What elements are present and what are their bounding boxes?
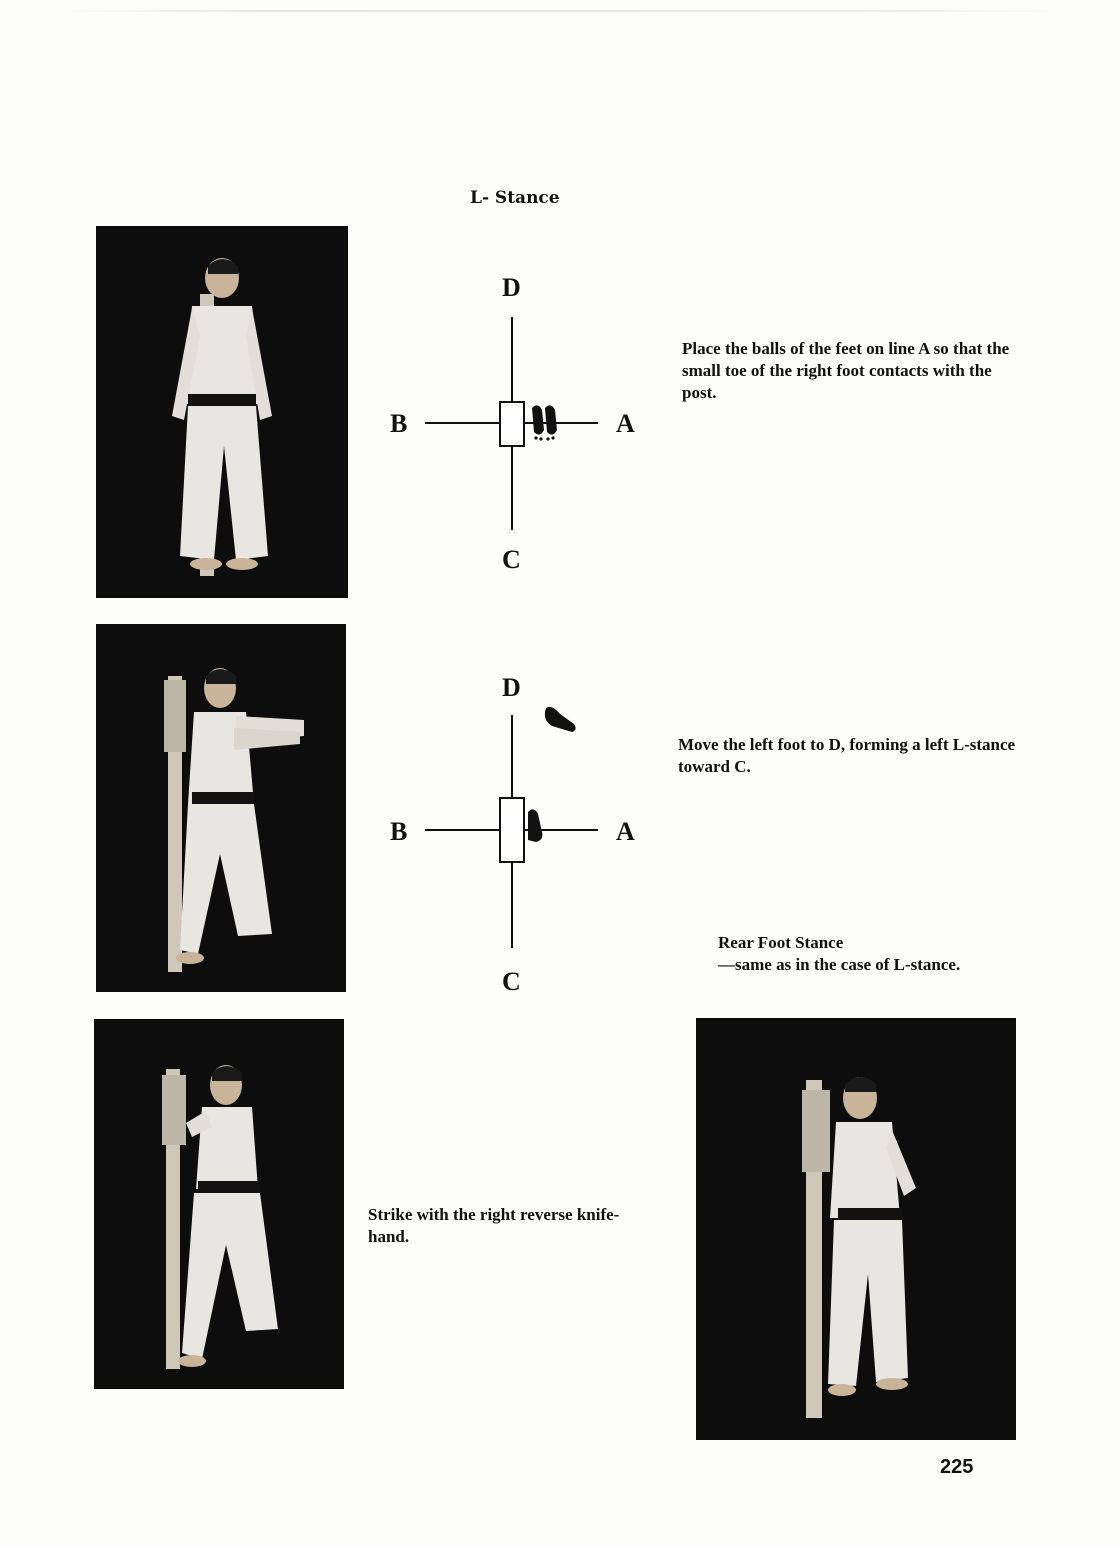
post-marker bbox=[500, 798, 524, 862]
photo-standing-ready bbox=[96, 226, 348, 598]
figure-l-stance bbox=[96, 624, 346, 992]
diagram-label-c: C bbox=[502, 545, 521, 574]
diagram-label-d: D bbox=[502, 673, 521, 702]
diagram-label-b: B bbox=[390, 817, 408, 846]
diagram-label-a: A bbox=[616, 409, 635, 438]
section-title: L- Stance bbox=[470, 188, 560, 208]
scan-edge-line bbox=[60, 10, 1060, 12]
photo-l-stance bbox=[96, 624, 346, 992]
right-foot-icon bbox=[528, 809, 542, 842]
left-foot-icon bbox=[545, 707, 576, 732]
foot-diagram-2 bbox=[380, 670, 650, 1000]
rear-foot-block bbox=[718, 932, 988, 976]
post-marker bbox=[500, 402, 524, 446]
rear-foot-caption: —same as in the case of L-stance. bbox=[718, 955, 961, 974]
diagram-label-b: B bbox=[390, 409, 408, 438]
diagram-label-d: D bbox=[502, 273, 521, 302]
diagram-label-a: A bbox=[616, 817, 635, 846]
step-1-caption: Place the balls of the feet on line A so that the small toe of the right foot contacts with the post. bbox=[682, 339, 1010, 402]
photo-rear-foot-stance bbox=[696, 1018, 1016, 1440]
rear-foot-title: Rear Foot Stance bbox=[718, 933, 844, 952]
figure-reverse-knife-hand bbox=[94, 1019, 344, 1389]
diagram-label-c: C bbox=[502, 967, 521, 996]
figure-standing bbox=[96, 226, 348, 598]
foot-diagram-1 bbox=[380, 262, 650, 582]
step-3-caption: Strike with the right reverse knife-hand. bbox=[368, 1205, 620, 1246]
photo-reverse-knife-hand bbox=[94, 1019, 344, 1389]
figure-rear-foot-stance bbox=[696, 1018, 1016, 1440]
page-number: 225 bbox=[940, 1456, 974, 1478]
step-2-caption: Move the left foot to D, forming a left L-stance toward C. bbox=[678, 735, 1016, 776]
